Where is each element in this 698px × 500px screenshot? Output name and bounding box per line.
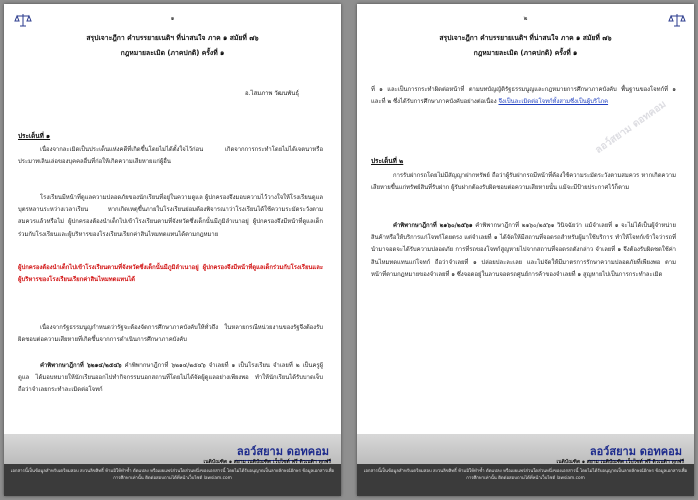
- paragraph: คำพิพากษาฎีกาที่ ๒๑๖๐/๒๕๖๑ คำพิพากษาฎีกาที่ ๒๑๖๐/๒๕๖๑ วินิจฉัยว่า แม้จำเลยที่ ๑ จะไม่ได้เป็นผู้จำหน่ายสินค้าหรือให้บริการแก่โจทก์โดยตรง แต่จำเลยที่ ๑ ได้จัดให้มีสถานที่จอดรถสำหรับผู้มาใช้บริการ ทำให้โจทก์เข้าใจว่ารถที่นำมาจอดจะได้รับความปลอดภัย การที่รถของโจทก์สูญหายไปจากสถานที่จอดรถดังกล่าว จำเลยที่ ๑ จึงต้องรับผิดชดใช้ค่าสินไหมทดแทนแก่โจทก์ ถือว่าจำเลยที่ ๑ ปล่อยปละละเลย และไม่จัดให้มีมาตรการรักษาความปลอดภัยที่เพียงพอ ตามหน้าที่ตามกฎหมายของจำเลยที่ ๑ ซึ่งจอดอยู่ในลานจอดรถศูนย์การค้าของจำเลยที่ ๑ สูญหายไปเป็นการกระทำละเมิด: [371, 223, 676, 278]
- page-number: ๑: [170, 15, 175, 22]
- document-page-1: [4, 4, 341, 496]
- author-name: อ.ไสมภาพ วัฒนพันธุ์: [245, 90, 299, 97]
- footer-disclaimer: เอกสารนี้เป็นข้อมูลสำหรับเตรียมสอบ สงวนลิขสิทธิ์ ห้ามมิให้ทำซ้ำ ดัดแปลง หรือเผยแพร่ส่วนใดส่วนหนึ่งของเอกสารนี้ โดยไม่ได้รับอนุญาตเป็นลายลักษณ์อักษร ข้อมูลเอกสารเพื่อการศึกษาเท่านั้น ติดต่อสอบถามได้ที่หน้าเว็บไซต์ lawsiam.com: [363, 469, 688, 481]
- page-footer: [357, 434, 694, 496]
- page-subtitle: กฎหมายละเมิด (ภาคปกติ) ครั้งที่ ๑: [473, 49, 578, 57]
- document-page-2: [357, 4, 694, 496]
- brand-logo: ลอว์สยาม ดอทคอม: [588, 442, 684, 461]
- paragraph: เนื่องจากละเมิดเป็นประเด็นแห่งคดีที่เกิดขึ้นโดยไม่ได้ตั้งใจไว้ก่อน เกิดจากการกระทำโดยไม่ได้เจตนาหรือประมาทเลินเล่อของบุคคลอื่นที่ก่อให้เกิดความเสียหายแก่ผู้อื่น: [18, 147, 323, 166]
- highlighted-link-text: จึงเป็นละเมิดต่อโจทก์ทั้งสามซึ่งเป็นผู้บริโภค: [498, 99, 609, 106]
- paragraph: การรับฝากรถโดยไม่มีสัญญาฝากทรัพย์ ถือว่าผู้รับฝากรถมีหน้าที่ต้องใช้ความระมัดระวังตามสมควร หากเกิดความเสียหายขึ้นแก่ทรัพย์สินที่รับฝาก ผู้รับฝากต้องรับผิดชอบต่อความเสียหายนั้น แม้จะมีป้ายประกาศไว้ก็ตาม: [371, 173, 676, 192]
- highlighted-text: ผู้ปกครองต้องนำเด็กไปเข้าโรงเรียนตามที่จังหวัดซึ่งเด็กนั้นมีภูมิลำเนาอยู่ ผู้ปกครองจึงมีหน้าที่ดูแลเด็กร่วมกับโรงเรียนและผู้บริหารของโรงเรียนเรียกค่าสินไหมทดแทนได้: [18, 265, 323, 284]
- brand-subtitle: เนติบัณฑิต ๑ สยาม เนติบัณฑิต เว็บไซต์ ฟรี ติวเนติฯ ทุกฟรี: [203, 459, 331, 465]
- brand-logo: ลอว์สยาม ดอทคอม: [235, 442, 331, 461]
- lead-paragraph: ที่ ๑ และเป็นการกระทำผิดต่อหน้าที่ ตามบทบัญญัติรัฐธรรมนูญและกฎหมายการศึกษาภาคบังคับ พื้นฐานของโจทก์ที่ ๑ และที่ ๒ ซึ่งได้รับการศึกษาภาคบังคับอย่างต่อเนื่อง จึงเป็นละเมิดต่อโจทก์ทั้งสามซึ่งเป็นผู้บริโภค: [371, 87, 676, 106]
- page-number: ๒: [523, 15, 528, 22]
- paragraph: โรงเรียนมีหน้าที่ดูแลความปลอดภัยของนักเรียนที่อยู่ในความดูแล ผู้ปกครองจึงมอบความไว้วางใจให้โรงเรียนดูแลบุตรหลานระหว่างเวลาเรียน หากเกิดเหตุขึ้นภายในโรงเรียนย่อมต้องพิจารณาว่าโรงเรียนได้ใช้ความระมัดระวังตามสมควรแล้วหรือไม่ ผู้ปกครองต้องนำเด็กไปเข้าโรงเรียนตามที่จังหวัดซึ่งเด็กนั้นมีภูมิลำเนาอยู่ ผู้ปกครองจึงมีหน้าที่ดูแลเด็กร่วมกับโรงเรียนและผู้บริหารของโรงเรียนเรียกค่าสินไหมทดแทนได้ตามกฎหมาย: [18, 195, 323, 238]
- page-title: สรุปเจาะฎีกา คำบรรยายเนติฯ ที่น่าสนใจ ภาค ๑ สมัยที่ ๗๖: [439, 34, 612, 42]
- question-heading: ประเด็นที่ ๑: [18, 132, 51, 140]
- footer-disclaimer: เอกสารนี้เป็นข้อมูลสำหรับเตรียมสอบ สงวนลิขสิทธิ์ ห้ามมิให้ทำซ้ำ ดัดแปลง หรือเผยแพร่ส่วนใดส่วนหนึ่งของเอกสารนี้ โดยไม่ได้รับอนุญาตเป็นลายลักษณ์อักษร ข้อมูลเอกสารเพื่อการศึกษาเท่านั้น ติดต่อสอบถามได้ที่หน้าเว็บไซต์ lawsiam.com: [10, 469, 335, 481]
- page-subtitle: กฎหมายละเมิด (ภาคปกติ) ครั้งที่ ๑: [120, 49, 225, 57]
- paragraph: คำพิพากษาฎีกาที่ ๖๒๑๔/๒๕๔๖ คำพิพากษาฎีกาที่ ๖๒๑๔/๒๕๔๖ จำเลยที่ ๑ เป็นโรงเรียน จำเลยที่ ๒ เป็นครูผู้ดูแล ได้มอบหมายให้นักเรียนออกไปทำกิจกรรมนอกสถานที่โดยไม่ได้จัดผู้ดูแลอย่างเพียงพอ ทำให้นักเรียนได้รับบาดเจ็บ ถือว่าจำเลยกระทำละเมิดต่อโจทก์: [18, 363, 324, 394]
- page-title: สรุปเจาะฎีกา คำบรรยายเนติฯ ที่น่าสนใจ ภาค ๑ สมัยที่ ๗๖: [86, 34, 259, 42]
- brand-subtitle: เนติบัณฑิต ๑ สยาม เนติบัณฑิต เว็บไซต์ ฟรี ติวเนติฯ ทุกฟรี: [556, 459, 684, 465]
- question-heading: ประเด็นที่ ๒: [371, 157, 404, 165]
- page-footer: [4, 434, 341, 496]
- paragraph: เนื่องจากรัฐธรรมนูญกำหนดว่ารัฐจะต้องจัดการศึกษาภาคบังคับให้ทั่วถึง ในหลายกรณีหน่วยงานของรัฐจึงต้องรับผิดชอบต่อความเสียหายที่เกิดขึ้นจากการดำเนินการศึกษาภาคบังคับ: [18, 325, 323, 344]
- watermark: ลอว์สยาม ดอทคอม: [593, 98, 669, 157]
